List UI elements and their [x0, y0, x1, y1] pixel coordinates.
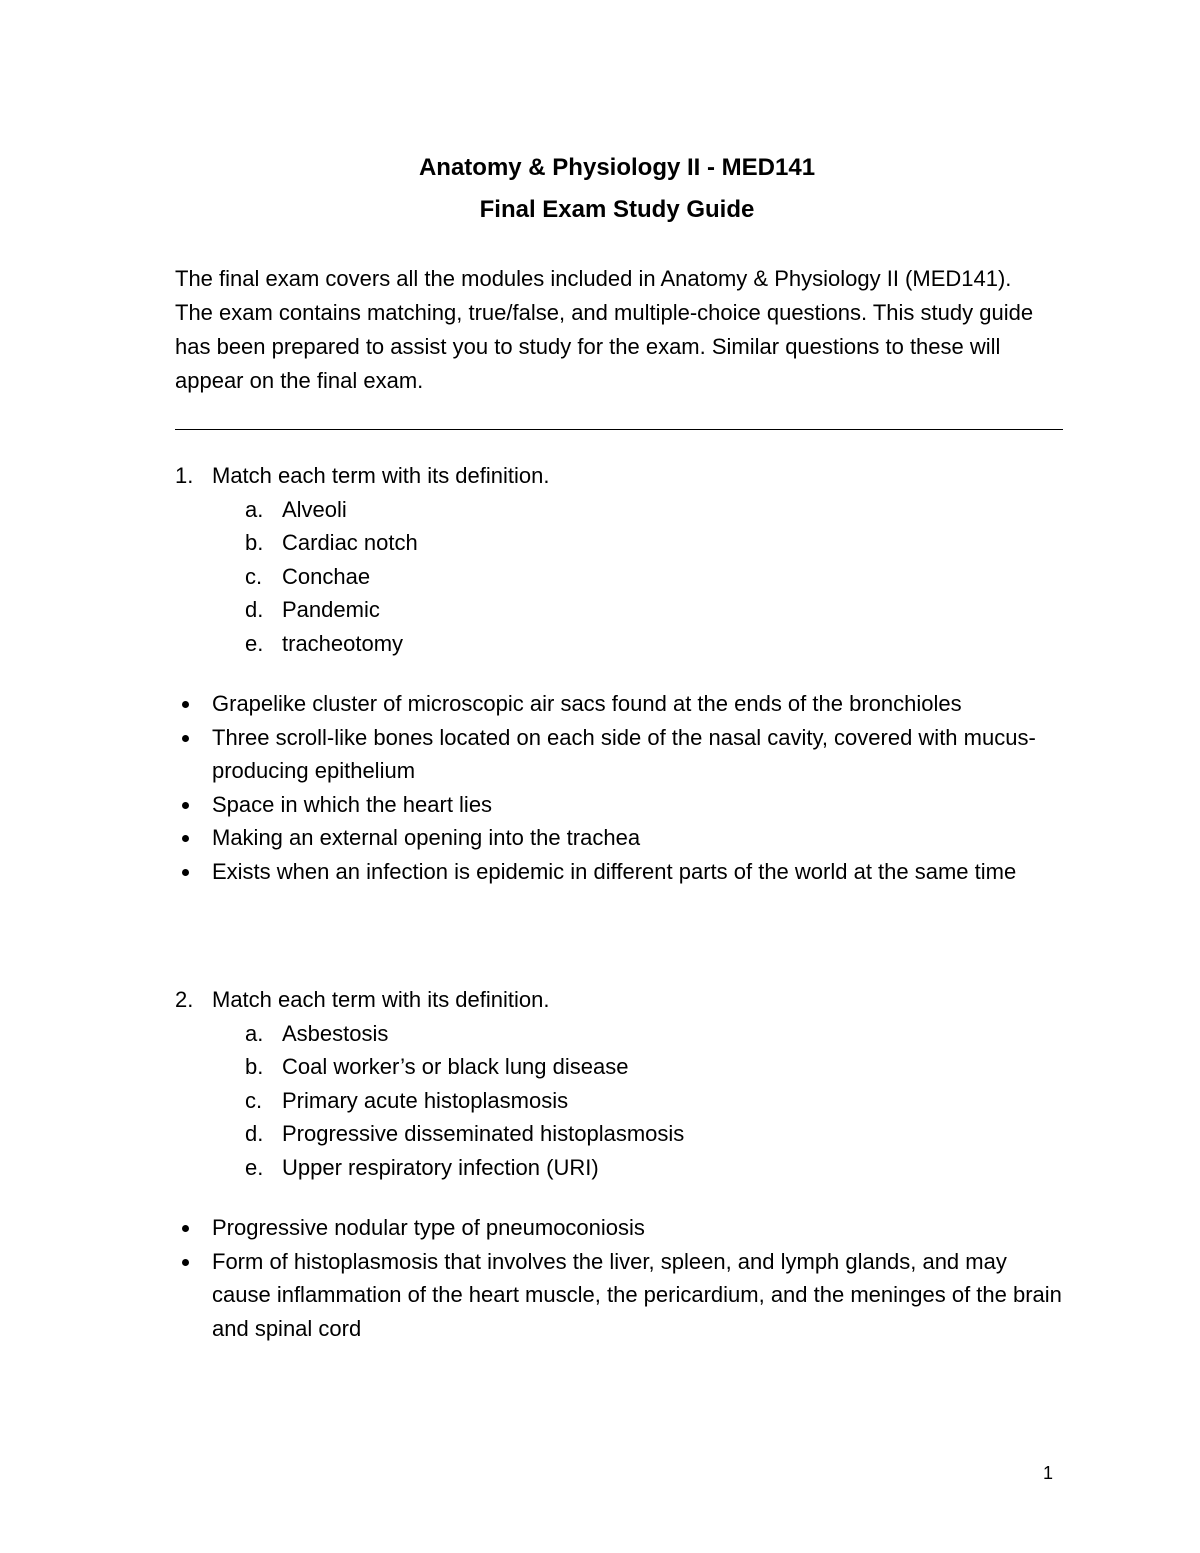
bullet-icon: [182, 1259, 189, 1266]
term-list: [175, 1017, 1065, 1185]
question-prompt: [175, 459, 1065, 493]
term-item: [175, 560, 1065, 594]
definition-text: Exists when an infection is epidemic in different parts of the world at the same time: [212, 858, 1017, 884]
intro-paragraph: [175, 262, 1045, 398]
term-text: Progressive disseminated histoplasmosis: [282, 1121, 685, 1146]
term-item: [175, 1050, 1065, 1084]
term-text: Asbestosis: [282, 1020, 389, 1046]
term-text: Primary acute histoplasmosis: [282, 1087, 569, 1113]
question-prompt: [175, 983, 1065, 1017]
definition-text: Grapelike cluster of microscopic air sacs found at the ends of the bronchioles: [212, 691, 962, 716]
intro-text: The final exam covers all the modules included in Anatomy & Physiology II (MED141). The exam contains matching, true/false, and multiple-choice questions. This study guide has been prepared to assist you to study for the exam. Similar questions to these will appear on the final exam.: [175, 266, 1034, 393]
bullet-icon: [182, 735, 189, 742]
term-item: [175, 1151, 1065, 1185]
definition-text: Three scroll-like bones located on each side of the nasal cavity, covered with mucus-producing epithelium: [212, 724, 1036, 783]
term-item: [175, 526, 1065, 560]
bullet-icon: [182, 835, 189, 842]
term-letter: b.: [245, 530, 264, 555]
term-letter: d.: [245, 597, 264, 622]
question-number: 1.: [175, 463, 194, 488]
bullet-icon: [182, 701, 189, 708]
title-line-guide: Final Exam Study Guide: [479, 196, 755, 223]
definition-list: [175, 687, 1065, 888]
term-text: tracheotomy: [282, 630, 404, 656]
definition-item: [175, 1211, 1065, 1245]
document-title: [0, 147, 1200, 231]
question-number: 2.: [175, 987, 194, 1012]
bullet-icon: [182, 802, 189, 809]
term-text: Upper respiratory infection (URI): [282, 1154, 599, 1180]
definition-list: [175, 1211, 1065, 1345]
bullet-icon: [182, 869, 189, 876]
term-letter: a.: [245, 1020, 264, 1046]
term-item: [175, 493, 1065, 527]
definition-item: [175, 855, 1065, 889]
term-text: Cardiac notch: [282, 530, 418, 555]
definition-item: [175, 721, 1065, 788]
term-item: [175, 593, 1065, 627]
question-text: Match each term with its definition.: [212, 463, 550, 488]
definition-text: Form of histoplasmosis that involves the liver, spleen, and lymph glands, and may cause inflammation of the heart muscle, the pericardium, and the meninges of the brain and spinal cord: [212, 1248, 1062, 1341]
definition-item: [175, 788, 1065, 822]
bullet-icon: [182, 1225, 189, 1232]
term-letter: c.: [245, 1087, 263, 1113]
term-item: [175, 627, 1065, 661]
term-text: Pandemic: [282, 597, 380, 622]
term-text: Conchae: [282, 563, 371, 589]
definition-item: [175, 1245, 1065, 1346]
term-text: Alveoli: [282, 496, 347, 522]
term-letter: b.: [245, 1054, 264, 1079]
term-item: [175, 1117, 1065, 1151]
question-2: [175, 983, 1065, 1345]
term-letter: c.: [245, 563, 263, 589]
term-item: [175, 1084, 1065, 1118]
horizontal-divider: [175, 429, 1063, 430]
term-letter: e.: [245, 1154, 264, 1180]
title-line-course: Anatomy & Physiology II - MED141: [418, 154, 816, 181]
term-list: [175, 493, 1065, 661]
definition-text: Progressive nodular type of pneumoconiosis: [212, 1215, 645, 1240]
definition-item: [175, 821, 1065, 855]
term-item: [175, 1017, 1065, 1051]
definition-text: Making an external opening into the trachea: [212, 825, 641, 850]
definition-text: Space in which the heart lies: [212, 791, 493, 817]
term-letter: e.: [245, 630, 264, 656]
term-text: Coal worker’s or black lung disease: [282, 1054, 629, 1079]
question-1: [175, 459, 1065, 888]
term-letter: a.: [245, 496, 264, 522]
term-letter: d.: [245, 1121, 264, 1146]
page-number: 1: [1043, 1463, 1054, 1483]
definition-item: [175, 687, 1065, 721]
question-text: Match each term with its definition.: [212, 987, 550, 1012]
